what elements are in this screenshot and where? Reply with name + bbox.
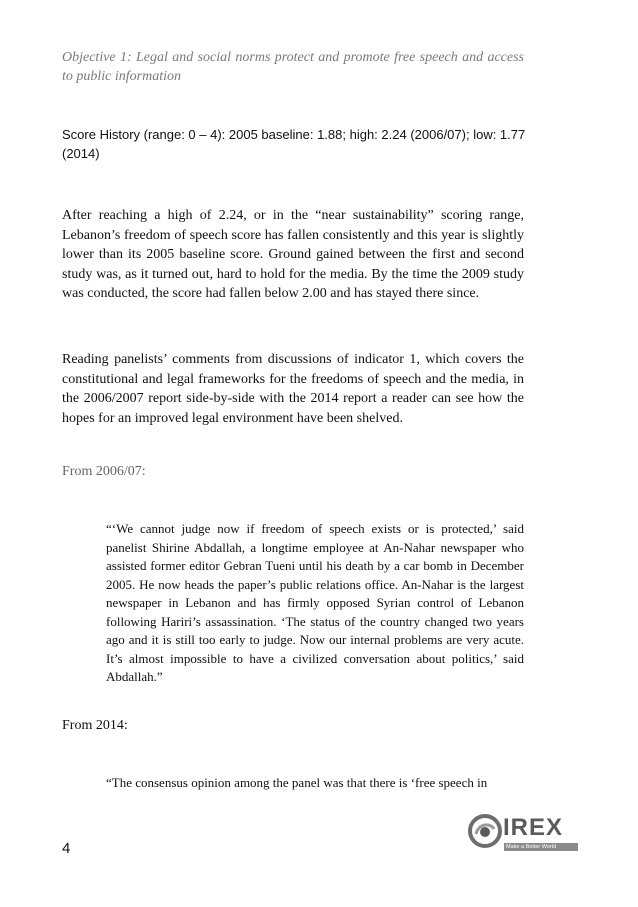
block-quote: “The consensus opinion among the panel was that there is ‘free speech in [106,775,488,790]
logo-wordmark: IREX [503,814,564,841]
section-label: From 2014: [62,718,128,733]
score-history: Score History (range: 0 – 4): 2005 baseline: 1.88; high: 2.24 (2006/07); low: 1.77 (2014) [62,127,526,161]
section-label: From 2006/07: [62,464,146,479]
body-paragraph: After reaching a high of 2.24, or in the “near sustainability” scoring range, Lebanon’s freedom of speech score has fallen consistently and this year is slightly lower than its 2005 baseline score. Ground gained between the first and second study was, as it turned out, hard to hold for the media. By the time the 2009 study was conducted, the score had fallen below 2.00 and has stayed there since. [62,208,524,302]
objective-heading: Objective 1: Legal and social norms protect and promote free speech and access to public information [62,50,524,84]
page-number: 4 [62,840,71,857]
irex-swirl-icon [468,814,502,848]
logo-tagline: Make a Better World [504,843,578,851]
body-paragraph: Reading panelists’ comments from discussions of indicator 1, which covers the constitutional and legal frameworks for the freedoms of speech and the media, in the 2006/2007 report side-by-side with the 2014 report a reader can see how the hopes for an improved legal environment have been shelved. [62,352,524,426]
irex-logo [468,810,578,860]
block-quote: “‘We cannot judge now if freedom of speech exists or is protected,’ said panelist Shirine Abdallah, a longtime employee at An-Nahar newspaper who assisted former editor Gebran Tueni until his death by a car bomb in December 2005. He now heads the paper’s public relations office. An-Nahar is the largest newspaper in Lebanon and has firmly opposed Syrian control of Lebanon following Hariri’s assassination. ‘The status of the country changed two years ago and it is still too early to judge. Now our internal problems are very acute. It’s almost impossible to have a civilized conversation about politics,’ said Abdallah.” [106,521,524,684]
